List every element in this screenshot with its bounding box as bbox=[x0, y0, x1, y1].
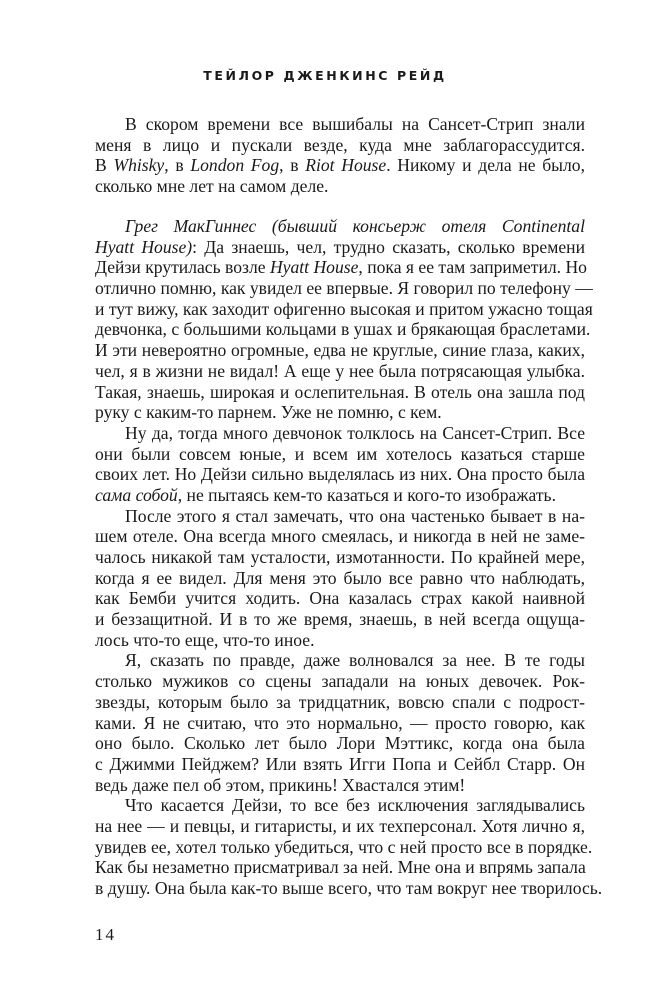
text-line bbox=[95, 361, 585, 382]
text-line bbox=[95, 423, 585, 444]
text-line bbox=[95, 568, 585, 589]
text-segment: чел, я в жизни не видал! А еще у нее была потрясающая улыбка. bbox=[95, 360, 585, 381]
text-segment: , в bbox=[279, 155, 306, 176]
text-segment: ведь даже пел об этом, прикинь! Хвастался этим! bbox=[95, 774, 466, 795]
text-segment: оно было. Сколько лет было Лори Мэттикс, когда она была bbox=[95, 733, 585, 754]
text-segment: Ну да, тогда много девчонок толклось на Сансет-Стрип. Все bbox=[125, 422, 585, 443]
text-segment: в душу. Она была как-то выше всего, что там вокруг нее творилось. bbox=[95, 878, 603, 898]
text-line bbox=[95, 237, 585, 258]
text-segment: с Джимми Пейджем? Или взять Игги Попа и Сейбл Старр. Он bbox=[95, 753, 585, 774]
text-segment: лось что-то еще, что-то иное. bbox=[95, 629, 315, 650]
text-segment: В bbox=[95, 155, 114, 176]
text-segment: И эти невероятно огромные, едва не круглые, синие глаза, каких, bbox=[95, 340, 585, 361]
text-line bbox=[95, 135, 585, 156]
text-line bbox=[95, 444, 585, 465]
text-line bbox=[95, 754, 585, 775]
text-segment: увидев ее, хотел только убедиться, что с ней просто все в порядке. bbox=[95, 836, 593, 857]
italic-text: Hyatt House) bbox=[95, 236, 193, 257]
text-segment: Я, сказать по правде, даже волновался за нее. В те годы bbox=[125, 650, 585, 671]
text-segment: на нее — и певцы, и гитаристы, и их техперсонал. Хотя лично я, bbox=[95, 815, 585, 836]
text-line bbox=[95, 878, 603, 899]
text-line bbox=[95, 278, 593, 299]
text-line bbox=[95, 836, 593, 858]
text-line bbox=[95, 816, 585, 837]
text-line bbox=[95, 795, 585, 816]
text-line bbox=[95, 775, 585, 796]
text-segment: звезды, которым было за тридцатник, вовсю спали с подрост- bbox=[95, 691, 585, 712]
text-line bbox=[95, 176, 585, 197]
paragraph-block-intro bbox=[95, 114, 585, 197]
text-segment: шем отеле. Она всегда много смеялась, и никогда в ней не заме- bbox=[95, 526, 585, 547]
text-line bbox=[95, 692, 585, 713]
text-line bbox=[95, 609, 585, 630]
text-line bbox=[95, 857, 585, 878]
text-segment: столько мужиков со сцены западали на юных девочек. Рок- bbox=[95, 671, 585, 692]
text-segment: . Никому и дела не было, bbox=[386, 155, 585, 176]
text-segment: Как бы незаметно присматривал за ней. Мне она и впрямь запала bbox=[95, 857, 586, 878]
running-header: ТЕЙЛОР ДЖЕНКИНС РЕЙД bbox=[203, 68, 447, 83]
text-segment: , в bbox=[164, 155, 191, 176]
text-line bbox=[95, 713, 585, 734]
text-line bbox=[95, 630, 585, 651]
text-segment: чалось никакой там усталости, измотанности. По крайней мере, bbox=[95, 547, 585, 567]
text-segment: своих лет. Но Дейзи сильно выделялась из них. Она просто была bbox=[95, 464, 585, 485]
text-segment: Дейзи крутилась возле bbox=[95, 257, 270, 278]
text-segment: После этого я стал замечать, что она частенько бывает в на- bbox=[125, 505, 585, 526]
text-line bbox=[95, 733, 585, 754]
text-line bbox=[95, 485, 585, 506]
text-segment: В скором времени все вышибалы на Сансет-Стрип знали bbox=[125, 114, 585, 134]
text-line bbox=[95, 547, 585, 568]
text-segment: : Да знаешь, чел, трудно сказать, сколько времени bbox=[192, 236, 585, 257]
text-line bbox=[95, 671, 585, 692]
text-segment: отлично помню, как увидел ее впервые. Я говорил по телефону — bbox=[95, 278, 593, 299]
text-segment: Что касается Дейзи, то все без исключения заглядывались bbox=[125, 795, 585, 816]
paragraph-block-interview bbox=[95, 216, 603, 899]
text-line bbox=[95, 298, 593, 320]
text-segment: меня в лицо и пускали везде, куда мне заблагорассудится. bbox=[95, 134, 585, 155]
text-line bbox=[95, 506, 585, 527]
text-segment: как Бемби учится ходить. Она казалась страх какой наивной bbox=[95, 588, 585, 609]
text-segment: когда я ее видел. Для меня это было все равно что наблюдать, bbox=[95, 567, 585, 588]
text-segment: , не пытаясь кем-то казаться и кого-то изображать. bbox=[177, 484, 556, 505]
italic-text: Riot House bbox=[305, 155, 387, 176]
text-segment: руку с каким-то парнем. Уже не помню, с кем. bbox=[95, 402, 442, 423]
italic-text: сама собой bbox=[95, 484, 178, 505]
text-line bbox=[95, 340, 585, 361]
text-line bbox=[95, 382, 585, 403]
italic-text: Грег МакГиннес (бывший консьерж отеля Continental bbox=[125, 216, 585, 236]
text-line bbox=[95, 155, 585, 176]
text-line bbox=[95, 216, 585, 237]
page-number: 14 bbox=[95, 925, 116, 944]
italic-text: London Fog bbox=[190, 155, 280, 176]
text-line bbox=[95, 588, 585, 609]
text-segment: и тут вижу, как заходит офигенно высокая и притом ужасно тощая bbox=[95, 298, 593, 319]
italic-text: Hyatt House bbox=[269, 257, 359, 278]
text-segment: , пока я ее там заприметил. Но bbox=[358, 257, 587, 278]
text-line bbox=[95, 526, 585, 547]
text-line bbox=[95, 402, 585, 423]
text-line bbox=[95, 464, 585, 485]
text-segment: они были совсем юные, и всем им хотелось казаться старше bbox=[95, 443, 585, 464]
text-segment: сколько мне лет на самом деле. bbox=[95, 176, 329, 197]
text-line bbox=[95, 114, 585, 135]
text-segment: ками. Я не считаю, что это нормально, — просто говорю, как bbox=[95, 712, 585, 733]
text-segment: девчонка, с большими кольцами в ушах и брякающая браслетами. bbox=[95, 319, 591, 340]
text-line bbox=[95, 650, 585, 671]
text-line bbox=[95, 257, 585, 278]
text-segment: Такая, знаешь, широкая и ослепительная. В отель она зашла под bbox=[95, 381, 585, 402]
text-segment: и беззащитной. И в то же время, знаешь, в ней всегда ощуща- bbox=[95, 609, 585, 630]
text-line bbox=[95, 319, 591, 340]
italic-text: Whisky bbox=[113, 155, 165, 176]
